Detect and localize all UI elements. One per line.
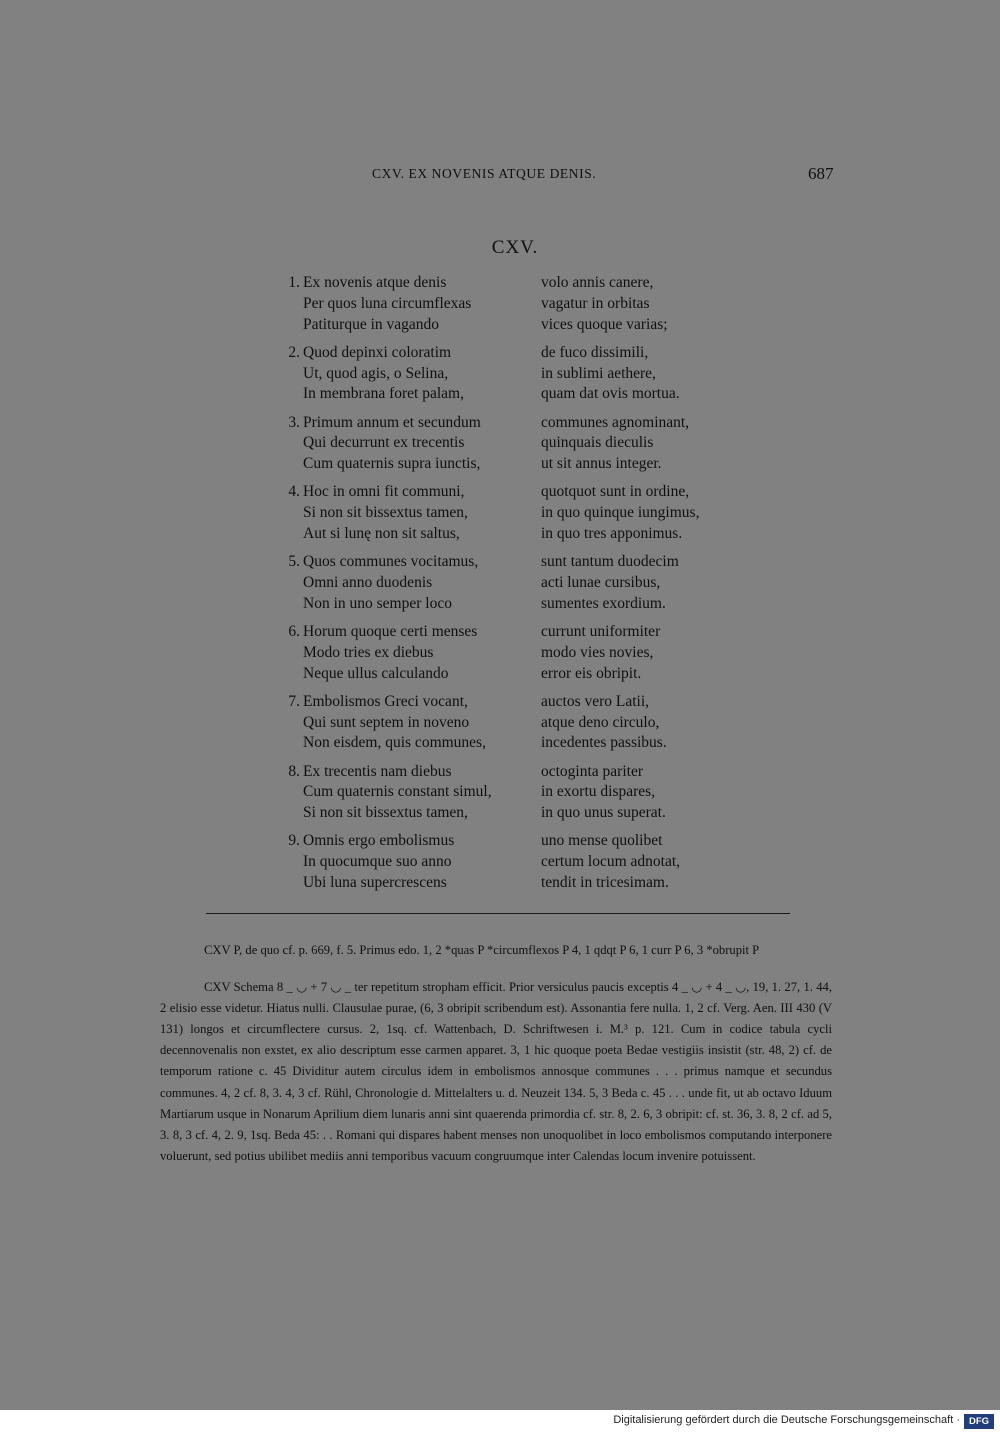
first-hemistich: Omnis ergo embolismus (303, 832, 455, 850)
verse-line (270, 664, 790, 685)
stanza-number: 4. (288, 483, 300, 501)
verse-line (270, 524, 790, 545)
verse-line (270, 364, 790, 385)
first-hemistich: Embolismos Greci vocant, (303, 692, 468, 710)
first-hemistich: Ex novenis atque denis (303, 274, 447, 291)
stanza (270, 552, 790, 622)
first-hemistich: In membrana foret palam, (303, 385, 464, 403)
stanza (270, 413, 790, 483)
verse-line (270, 384, 790, 405)
verse-line (270, 315, 790, 336)
verse-line (270, 343, 790, 364)
dfg-logo: DFG (964, 1414, 994, 1429)
verse-line (270, 573, 790, 594)
first-hemistich: Si non sit bissextus tamen, (303, 804, 468, 822)
second-hemistich: auctos vero Latii, (541, 692, 650, 710)
second-hemistich: atque deno circulo, (541, 713, 660, 731)
stanza (270, 831, 790, 901)
second-hemistich: de fuco dissimili, (541, 343, 649, 361)
running-title: CXV. EX NOVENIS ATQUE DENIS. (372, 166, 597, 181)
second-hemistich: incedentes passibus. (541, 734, 667, 752)
stanza (270, 762, 790, 832)
first-hemistich: Si non sit bissextus tamen, (303, 504, 468, 522)
verse-line (270, 762, 790, 783)
verse-line (270, 692, 790, 713)
first-hemistich: Ubi luna supercrescens (303, 873, 447, 891)
second-hemistich: vices quoque varias; (541, 315, 668, 333)
running-head (0, 164, 1000, 188)
verse-line (270, 873, 790, 894)
verse-line (270, 733, 790, 754)
second-hemistich: in quo quinque iungimus, (541, 504, 700, 522)
second-hemistich: in sublimi aethere, (541, 364, 656, 382)
second-hemistich: tendit in tricesimam. (541, 873, 669, 891)
stanza (270, 273, 790, 343)
poem-title: CXV. (491, 237, 539, 258)
first-hemistich: Cum quaternis constant simul, (303, 783, 492, 801)
first-hemistich: Omni anno duodenis (303, 573, 433, 591)
stanza-number: 8. (288, 762, 300, 780)
verse-line (270, 852, 790, 873)
stanza-number: 2. (288, 343, 300, 361)
verse-line (270, 622, 790, 643)
stanza (270, 482, 790, 552)
first-hemistich: Primum annum et secundum (303, 413, 481, 431)
verse-line (270, 713, 790, 734)
first-hemistich: Ut, quod agis, o Selina, (303, 364, 449, 382)
second-hemistich: acti lunae cursibus, (541, 573, 661, 591)
first-hemistich: Neque ullus calculando (303, 664, 449, 682)
poem (270, 273, 790, 901)
stanza-number: 3. (288, 413, 300, 431)
stanza (270, 622, 790, 692)
first-hemistich: Hoc in omni fit communi, (303, 483, 465, 501)
funding-notice: Digitalisierung gefördert durch die Deutsche Forschungsgemeinschaft · (613, 1414, 960, 1426)
first-hemistich: Aut si lunę non sit saltus, (303, 524, 460, 542)
first-hemistich: In quocumque suo anno (303, 853, 452, 871)
verse-line (270, 482, 790, 503)
critical-apparatus (160, 940, 832, 1167)
stanza-number: 6. (288, 622, 300, 640)
second-hemistich: vagatur in orbitas (541, 294, 650, 312)
first-hemistich: Qui decurrunt ex trecentis (303, 434, 465, 452)
stanza-number: 5. (288, 553, 300, 571)
first-hemistich: Ex trecentis nam diebus (303, 762, 452, 780)
footer-bar (0, 1410, 1000, 1434)
second-hemistich: sunt tantum duodecim (541, 553, 679, 571)
second-hemistich: in quo tres apponimus. (541, 524, 683, 542)
verse-line (270, 831, 790, 852)
first-hemistich: Cum quaternis supra iunctis, (303, 455, 481, 473)
verse-line (270, 273, 790, 294)
second-hemistich: communes agnominant, (541, 413, 690, 431)
second-hemistich: volo annis canere, (541, 274, 654, 291)
verse-line (270, 643, 790, 664)
first-hemistich: Qui sunt septem in noveno (303, 713, 470, 731)
first-hemistich: Per quos luna circumflexas (303, 294, 472, 312)
footnote-divider (206, 913, 790, 914)
stanza-number: 7. (288, 692, 300, 710)
second-hemistich: certum locum adnotat, (541, 853, 681, 871)
second-hemistich: uno mense quolibet (541, 832, 663, 850)
first-hemistich: Modo tries ex diebus (303, 643, 434, 661)
first-hemistich: Horum quoque certi menses (303, 622, 478, 640)
verse-line (270, 503, 790, 524)
second-hemistich: error eis obripit. (541, 664, 642, 682)
second-hemistich: ut sit annus integer. (541, 455, 662, 473)
first-hemistich: Quod depinxi coloratim (303, 343, 452, 361)
second-hemistich: octoginta pariter (541, 762, 643, 780)
stanza (270, 692, 790, 762)
first-hemistich: Patiturque in vagando (303, 315, 440, 333)
verse-line (270, 413, 790, 434)
second-hemistich: in quo unus superat. (541, 804, 666, 822)
apparatus-commentary: CXV Schema 8 _ ◡ + 7 ◡ _ ter repetitum stropham efficit. Prior versiculus paucis exceptis 4 _ ◡ + 4 _ ◡, 19, 1. 27, 1. 44, 2 elisio esse videtur. Hiatus nulli. Clausulae purae, (6, 3 obripit scribendum est). Assonantia fere nulla. 1, 2 cf. Verg. Aen. III 430 (V 131) longos et circumflectere cursus. 2, 1sq. cf. Wattenbach, D. Schriftwesen i. M.³ p. 121. Cum in codice tabula cycli decennovenalis non exstet, ex alio descriptum esse carmen apparet. 3, 1 hic quoque poeta Bedae vestigiis insistit (str. 48, 2) cf. de temporum ratione c. 45 Dividitur autem circulus idem in embolismos annosque communes . . . primus namque et secundus communes. 4, 2 cf. 8, 3. 4, 3 cf. Rühl, Chronologie d. Mittelalters u. d. Neuzeit 134. 5, 3 Beda c. 45 . . . unde fit, ut ab octavo Iduum Martiarum usque in Nonarum Aprilium diem lunaris anni sint quaerenda primordia cf. str. 8, 2. 6, 3 obripit: cf. st. 36, 3. 8, 2 cf. ad 5, 3. 8, 3 cf. 4, 2. 9, 1sq. Beda 45: . . Romani qui dispares habent menses non unoquolibet in loco embolismos computando interponere voluerunt, sed potius ubilibet mediis anni temporibus vacuum congruumque inter Calendas locum invenire potuissent. (160, 980, 832, 1163)
stanza-number: 1. (288, 274, 300, 291)
first-hemistich: Non in uno semper loco (303, 594, 452, 612)
verse-line (270, 294, 790, 315)
verse-line (270, 594, 790, 615)
verse-line (270, 433, 790, 454)
second-hemistich: modo vies novies, (541, 643, 654, 661)
verse-line (270, 782, 790, 803)
second-hemistich: quam dat ovis mortua. (541, 385, 680, 403)
verse-line (270, 454, 790, 475)
page-number: 687 (808, 164, 834, 183)
verse-line (270, 552, 790, 573)
second-hemistich: quotquot sunt in ordine, (541, 483, 690, 501)
second-hemistich: in exortu dispares, (541, 783, 656, 801)
second-hemistich: quinquais dieculis (541, 434, 654, 452)
stanza-number: 9. (288, 832, 300, 850)
stanza (270, 343, 790, 413)
apparatus-criticus: CXV P, de quo cf. p. 669, f. 5. Primus edo. 1, 2 *quas P *circumflexos P 4, 1 qdqt P 6, 1 curr P 6, 3 *obrupit P (204, 943, 760, 957)
first-hemistich: Non eisdem, quis communes, (303, 734, 486, 752)
second-hemistich: sumentes exordium. (541, 594, 666, 612)
first-hemistich: Quos communes vocitamus, (303, 553, 479, 571)
verse-line (270, 803, 790, 824)
second-hemistich: currunt uniformiter (541, 622, 661, 640)
